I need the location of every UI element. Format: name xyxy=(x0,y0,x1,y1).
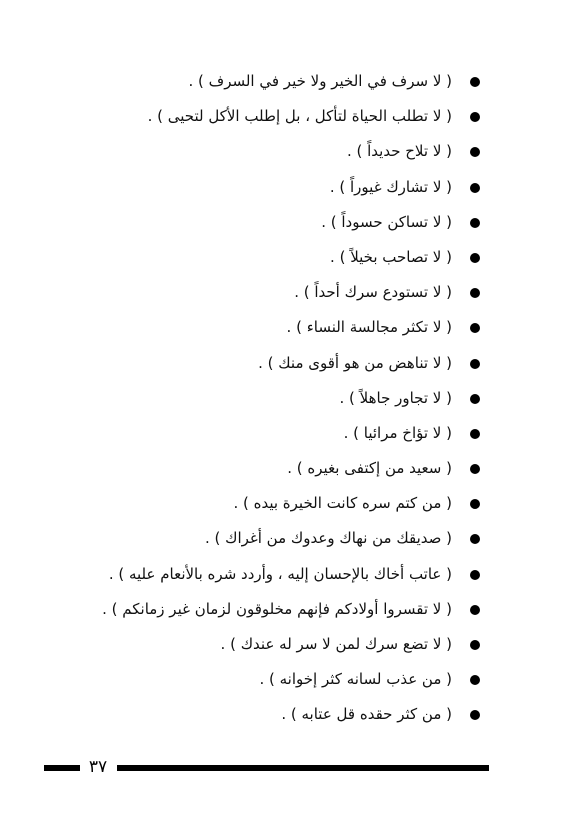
list-item xyxy=(60,346,480,381)
saying-text: ( عاتب أخاك بالإحسان إليه ، وأردد شره بالأنعام عليه ) . xyxy=(108,564,452,583)
list-item xyxy=(60,381,480,416)
saying-text: ( لا تضع سرك لمن لا سر له عندك ) . xyxy=(220,635,452,653)
bullet-icon xyxy=(470,323,480,333)
list-item xyxy=(60,592,480,627)
saying-text: ( لا تجاور جاهلاً ) . xyxy=(339,388,452,407)
saying-text: ( لا تقسروا أولادكم فإنهم مخلوقون لزمان غير زمانكم ) . xyxy=(102,599,452,618)
saying-text: ( من كتم سره كانت الخيرة بيده ) . xyxy=(233,494,452,513)
list-item xyxy=(60,521,480,556)
bullet-icon xyxy=(470,464,480,474)
list-item xyxy=(60,275,480,310)
sayings-list xyxy=(60,64,480,733)
bullet-icon xyxy=(470,710,480,720)
saying-text: ( من كثر حقده قل عتابه ) . xyxy=(281,705,452,724)
list-item xyxy=(60,451,480,486)
saying-text: ( من عذب لسانه كثر إخوانه ) . xyxy=(259,670,452,689)
footer-rule xyxy=(117,765,489,771)
list-item xyxy=(60,240,480,275)
list-item xyxy=(60,205,480,240)
bullet-icon xyxy=(470,499,480,509)
list-item xyxy=(60,99,480,134)
saying-text: ( لا تشارك غيوراً ) . xyxy=(329,177,452,196)
bullet-icon xyxy=(470,570,480,580)
list-item xyxy=(60,662,480,697)
list-item xyxy=(60,134,480,169)
footer-rule-short xyxy=(44,765,80,771)
saying-text: ( لا تستودع سرك أحداً ) . xyxy=(294,283,452,302)
list-item xyxy=(60,64,480,99)
saying-text: ( لا تكثر مجالسة النساء ) . xyxy=(286,318,452,337)
saying-text: ( صديقك من نهاك وعدوك من أغراك ) . xyxy=(204,529,452,548)
saying-text: ( لا تساكن حسوداً ) . xyxy=(321,212,452,231)
bullet-icon xyxy=(470,675,480,685)
saying-text: ( لا تلاح حديداً ) . xyxy=(346,142,452,161)
list-item xyxy=(60,416,480,451)
bullet-icon xyxy=(470,253,480,263)
list-item xyxy=(60,486,480,521)
saying-text: ( لا تصاحب بخيلاً ) . xyxy=(330,247,452,266)
bullet-icon xyxy=(470,394,480,404)
bullet-icon xyxy=(470,640,480,650)
bullet-icon xyxy=(470,147,480,157)
bullet-icon xyxy=(470,77,480,87)
saying-text: ( لا سرف في الخير ولا خير في السرف ) . xyxy=(188,72,452,90)
bullet-icon xyxy=(470,429,480,439)
saying-text: ( سعيد من إكتفى بغيره ) . xyxy=(287,459,452,478)
bullet-icon xyxy=(470,534,480,544)
saying-text: ( لا تطلب الحياة لتأكل ، بل إطلب الأكل لتحيى ) . xyxy=(147,107,452,126)
list-item xyxy=(60,170,480,205)
list-item xyxy=(60,627,480,662)
bullet-icon xyxy=(470,605,480,615)
bullet-icon xyxy=(470,218,480,228)
list-item xyxy=(60,557,480,592)
bullet-icon xyxy=(470,288,480,298)
bullet-icon xyxy=(470,112,480,122)
saying-text: ( لا تؤاخ مرائيا ) . xyxy=(343,423,452,442)
list-item xyxy=(60,310,480,345)
saying-text: ( لا تناهض من هو أقوى منك ) . xyxy=(258,353,452,372)
page-number: ٣٧ xyxy=(88,757,108,777)
bullet-icon xyxy=(470,359,480,369)
bullet-icon xyxy=(470,183,480,193)
list-item xyxy=(60,697,480,732)
